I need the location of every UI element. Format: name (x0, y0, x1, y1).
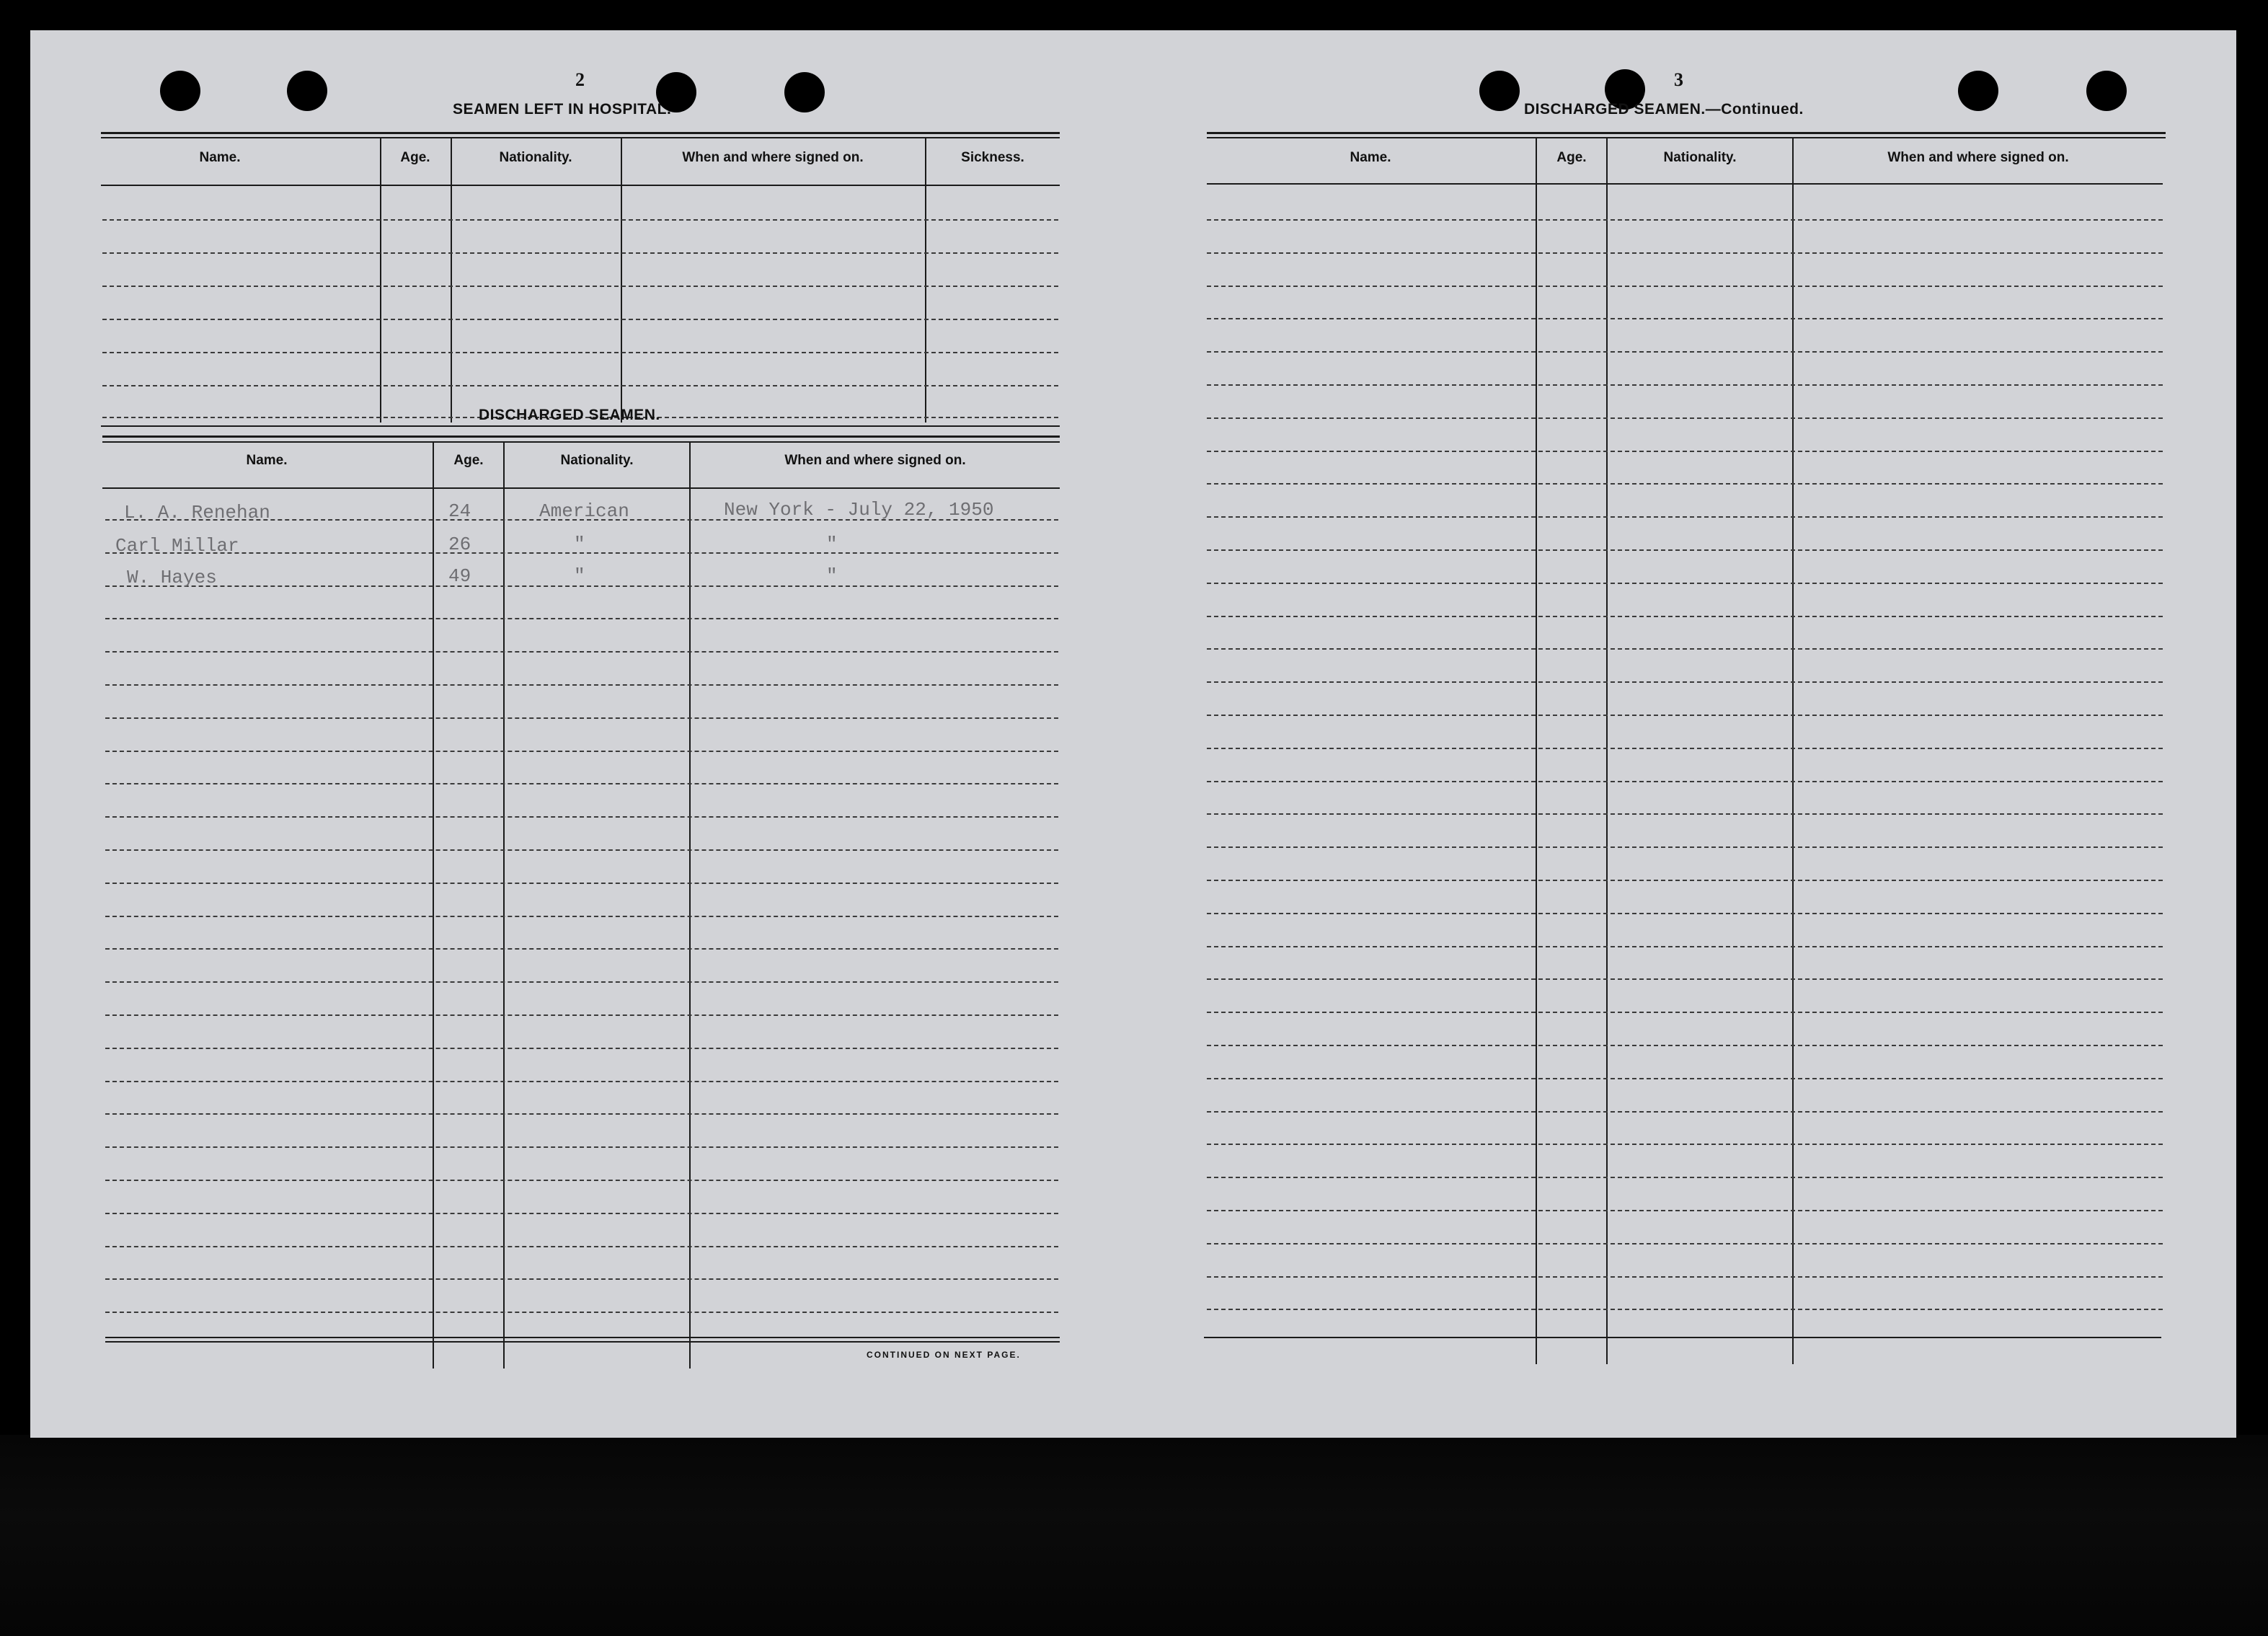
row-line (105, 1246, 1058, 1247)
row-line (1207, 583, 2163, 584)
rule (101, 137, 1060, 138)
row-line (105, 1113, 1058, 1115)
row-line (1207, 286, 2163, 287)
row-line (1207, 219, 2163, 221)
row-line (102, 252, 1058, 254)
row-line (105, 816, 1058, 818)
row-line (1207, 715, 2163, 716)
rule (101, 425, 1060, 427)
column-divider (380, 138, 381, 423)
seaman-name: W. Hayes (127, 567, 217, 588)
column-divider (925, 138, 926, 423)
row-line (1207, 913, 2163, 914)
column-header-age: Age. (400, 150, 430, 165)
punch-hole (784, 72, 825, 112)
punch-hole (2086, 71, 2127, 111)
column-header-sickness: Sickness. (961, 150, 1024, 165)
column-divider (689, 443, 691, 1369)
row-line (1207, 681, 2163, 683)
row-line (105, 849, 1058, 851)
row-line (105, 751, 1058, 752)
row-line (1207, 1309, 2163, 1310)
rule (1207, 137, 2166, 138)
row-line (1207, 252, 2163, 254)
row-line (102, 219, 1058, 221)
row-line (1207, 1078, 2163, 1079)
row-line (1207, 648, 2163, 650)
row-line (102, 286, 1058, 287)
row-line (1207, 483, 2163, 485)
rule (102, 435, 1060, 438)
row-line (1207, 351, 2163, 353)
row-line (1207, 813, 2163, 815)
column-header-age: Age. (1556, 150, 1587, 165)
row-line (1207, 846, 2163, 848)
seaman-nationality: " (574, 565, 585, 587)
punch-hole (160, 71, 200, 111)
column-header-name: Name. (1350, 150, 1391, 165)
row-line (105, 1081, 1058, 1082)
column-header-signed-on: When and where signed on. (784, 453, 966, 468)
seaman-signed-on: " (826, 565, 838, 587)
section-title-discharged-continued: DISCHARGED SEAMEN.—Continued. (1524, 101, 1804, 118)
row-line (105, 1146, 1058, 1148)
column-header-nationality: Nationality. (499, 150, 572, 165)
section-title-discharged: DISCHARGED SEAMEN. (479, 407, 660, 423)
row-line (1207, 1111, 2163, 1113)
continued-note: CONTINUED ON NEXT PAGE. (867, 1350, 1021, 1360)
page-number: 3 (1674, 69, 1683, 90)
row-line (105, 916, 1058, 917)
row-line (105, 981, 1058, 983)
rule (102, 441, 1060, 443)
row-line (1207, 978, 2163, 980)
row-line (1207, 451, 2163, 452)
column-divider (451, 138, 452, 423)
column-divider (503, 443, 505, 1369)
row-line (105, 618, 1058, 619)
rule (101, 132, 1060, 134)
page-number: 2 (575, 69, 585, 90)
column-header-name: Name. (199, 150, 241, 165)
seaman-nationality: " (574, 534, 585, 555)
column-header-age: Age. (453, 453, 484, 468)
row-line (105, 883, 1058, 884)
seaman-nationality: American (539, 500, 629, 522)
row-line (1207, 946, 2163, 947)
rule (105, 1341, 1060, 1343)
punch-hole (287, 71, 327, 111)
rule (1207, 183, 2163, 185)
row-line (102, 352, 1058, 353)
column-divider (433, 443, 434, 1369)
column-header-name: Name. (246, 453, 288, 468)
row-line (105, 1180, 1058, 1181)
column-divider (1606, 138, 1608, 1364)
row-line (105, 717, 1058, 719)
row-line (105, 651, 1058, 653)
row-line (1207, 1276, 2163, 1278)
seaman-name: Carl Millar (115, 535, 239, 557)
column-header-nationality: Nationality. (560, 453, 634, 468)
row-line (1207, 1012, 2163, 1013)
row-line (1207, 781, 2163, 782)
rule (102, 487, 1060, 489)
row-line (105, 948, 1058, 950)
seaman-signed-on: " (826, 534, 838, 555)
seaman-signed-on: New York - July 22, 1950 (724, 499, 994, 521)
row-line (1207, 880, 2163, 881)
row-line (105, 1014, 1058, 1016)
row-line (1207, 516, 2163, 518)
column-divider (1792, 138, 1794, 1364)
row-line (1207, 1210, 2163, 1211)
rule (105, 1337, 1060, 1338)
row-line (105, 1312, 1058, 1313)
column-header-signed-on: When and where signed on. (682, 150, 864, 165)
row-line (1207, 1045, 2163, 1046)
row-line (105, 783, 1058, 784)
row-line (1207, 616, 2163, 617)
column-divider (621, 138, 622, 423)
seaman-age: 26 (448, 534, 471, 555)
column-header-signed-on: When and where signed on. (1887, 150, 2069, 165)
row-line (1207, 549, 2163, 551)
scan-background (0, 1435, 2268, 1636)
row-line (105, 1213, 1058, 1214)
row-line (105, 684, 1058, 686)
column-header-nationality: Nationality. (1663, 150, 1737, 165)
row-line (1207, 318, 2163, 319)
section-title-hospital: SEAMEN LEFT IN HOSPITAL. (453, 101, 672, 118)
row-line (1207, 748, 2163, 749)
row-line (105, 1278, 1058, 1280)
row-line (102, 319, 1058, 320)
row-line (105, 1048, 1058, 1049)
rule (101, 185, 1060, 186)
row-line (102, 385, 1058, 386)
row-line (1207, 384, 2163, 386)
row-line (1207, 417, 2163, 419)
seaman-age: 24 (448, 500, 471, 522)
seaman-age: 49 (448, 565, 471, 587)
rule (1204, 1337, 2161, 1338)
punch-hole (1958, 71, 1998, 111)
row-line (1207, 1243, 2163, 1244)
row-line (1207, 1177, 2163, 1178)
punch-hole (1479, 71, 1520, 111)
column-divider (1536, 138, 1537, 1364)
document-spread (30, 30, 2236, 1438)
seaman-name: L. A. Renehan (124, 502, 270, 523)
row-line (1207, 1144, 2163, 1145)
rule (1207, 132, 2166, 134)
